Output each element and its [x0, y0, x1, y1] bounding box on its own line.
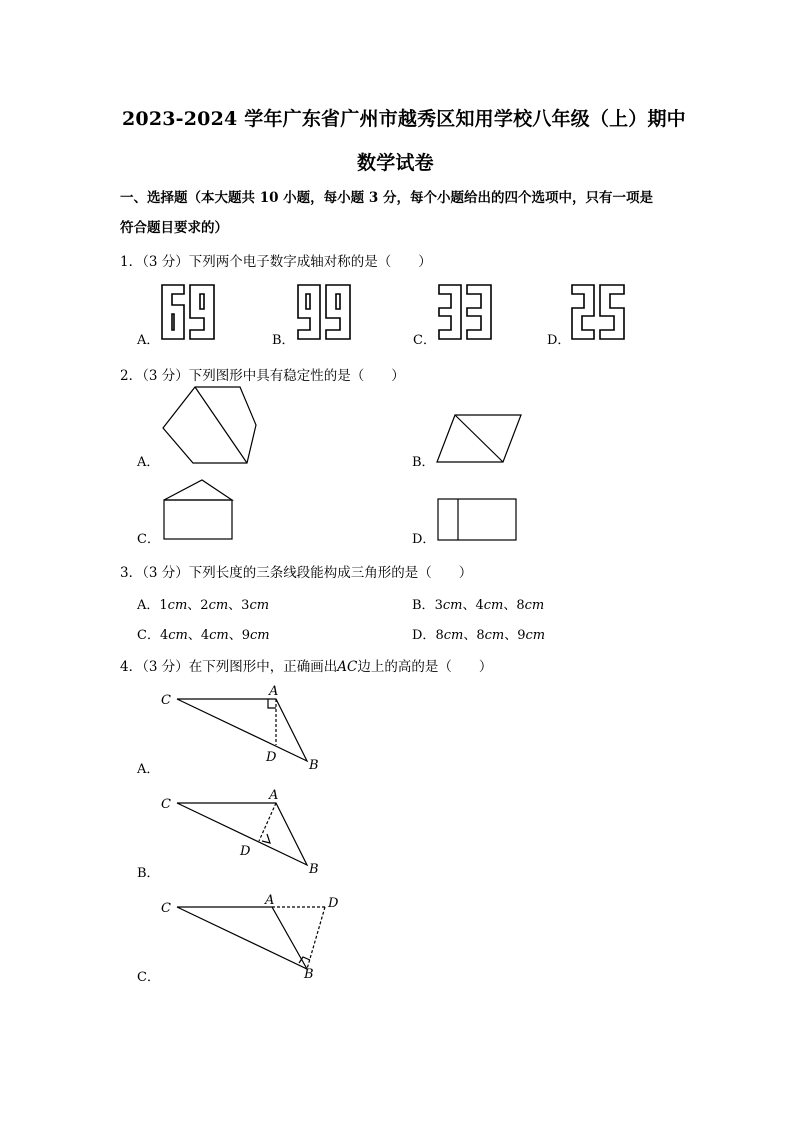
q3-option-d-label: D． — [412, 628, 436, 643]
question-4-stem: 4．（3 分）在下列图形中，正确画出AC边上的高的是（ ） — [120, 659, 493, 675]
q2-option-b-figure — [435, 413, 525, 465]
q1-option-c-label: C． — [413, 333, 436, 348]
q3-option-d: D．8cm、8cm、9cm — [412, 628, 546, 643]
q3-option-c-label: C． — [137, 628, 160, 643]
question-1-stem: 1．（3 分）下列两个电子数字成轴对称的是（ ） — [120, 254, 432, 270]
q1-option-d-label: D． — [547, 333, 571, 348]
q3-option-a: A．1cm、2cm、3cm — [137, 598, 270, 613]
q4-option-a-figure — [155, 683, 335, 778]
q2-option-d-figure — [436, 497, 520, 543]
q3-option-a-label: A． — [137, 598, 160, 613]
q4b-label-a: A — [269, 788, 279, 803]
q3-option-b-label: B． — [412, 598, 435, 613]
q4c-label-c: C — [161, 901, 171, 916]
q4-option-a-label: A． — [137, 762, 160, 777]
q3-option-c: C．4cm、4cm、9cm — [137, 628, 270, 643]
q4-option-c-figure — [155, 891, 355, 986]
question-3-stem: 3．（3 分）下列长度的三条线段能构成三角形的是（ ） — [120, 565, 473, 581]
q4a-label-d: D — [266, 750, 277, 765]
q1-option-a-figure — [160, 283, 220, 343]
q4a-label-b: B — [309, 758, 319, 773]
q4a-label-a: A — [269, 684, 279, 699]
question-2-stem: 2．（3 分）下列图形中具有稳定性的是（ ） — [120, 368, 405, 384]
q2-option-d-label: D． — [412, 532, 436, 547]
q3-option-b: B．3cm、4cm、8cm — [412, 598, 545, 613]
q1-option-a-label: A． — [137, 333, 160, 348]
page-title-line2: 数学试卷 — [357, 152, 434, 174]
q2-option-c-label: C． — [137, 532, 160, 547]
q1-option-d-figure — [570, 283, 630, 343]
q2-option-a-figure — [160, 385, 260, 465]
q2-option-c-figure — [162, 478, 237, 542]
q4c-label-a: A — [265, 893, 275, 908]
section-heading-line2: 符合题目要求的） — [120, 220, 228, 236]
q1-option-b-figure — [296, 283, 356, 343]
q4b-label-b: B — [309, 862, 319, 877]
q1-option-c-figure — [437, 283, 497, 343]
q4b-label-c: C — [161, 797, 171, 812]
q4b-label-d: D — [240, 844, 251, 859]
q1-option-b-label: B． — [272, 333, 295, 348]
q4-option-b-label: B． — [137, 866, 160, 881]
q2-option-b-label: B． — [412, 455, 435, 470]
q4c-label-d: D — [328, 896, 339, 911]
q4c-label-b: B — [304, 967, 314, 982]
q2-option-a-label: A． — [137, 455, 160, 470]
page-title: 2023-2024 学年广东省广州市越秀区知用学校八年级（上）期中 — [122, 108, 686, 130]
q4-option-c-label: C． — [137, 970, 160, 985]
q4a-label-c: C — [161, 693, 171, 708]
q4-option-b-figure — [155, 787, 335, 882]
section-heading: 一、选择题（本大题共 10 小题，每小题 3 分，每个小题给出的四个选项中，只有一项是 — [120, 190, 653, 206]
